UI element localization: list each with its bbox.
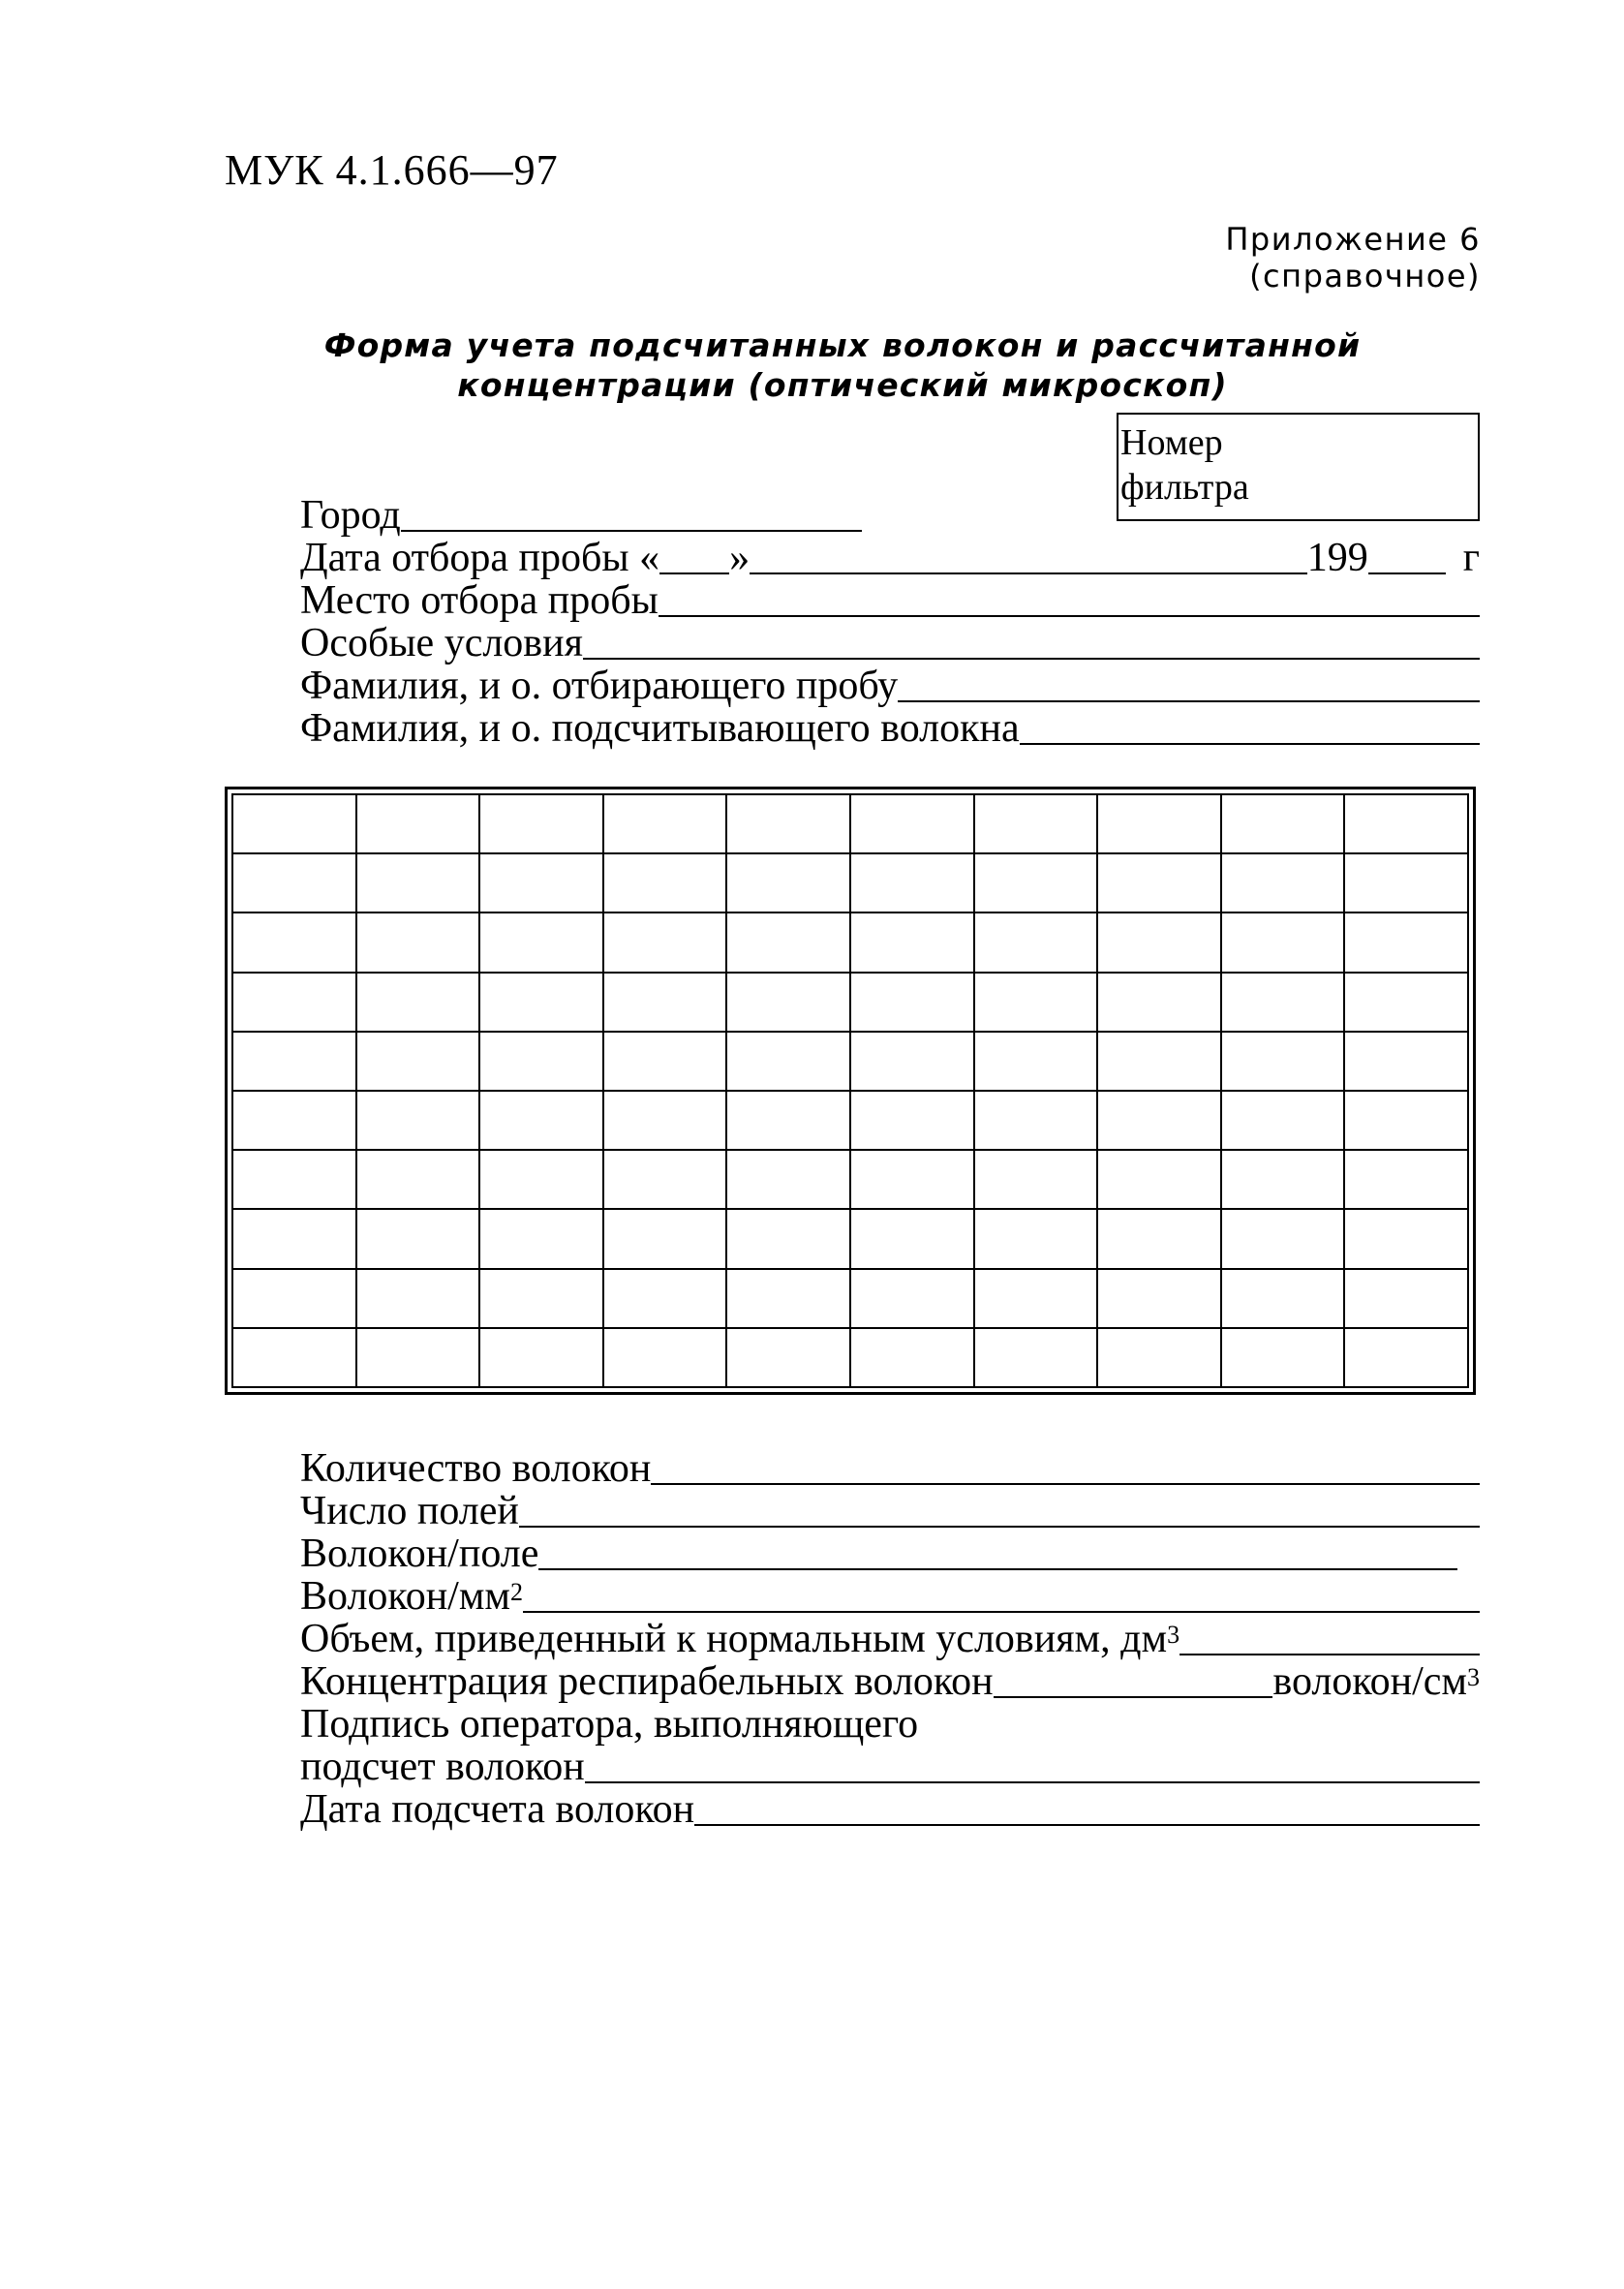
grid-cell[interactable]	[1221, 853, 1345, 913]
grid-cell[interactable]	[974, 1209, 1098, 1268]
city-label: Город	[300, 493, 401, 538]
fiber-count-blank[interactable]	[651, 1483, 1480, 1485]
grid-cell[interactable]	[1344, 913, 1468, 972]
grid-cell[interactable]	[1097, 913, 1221, 972]
grid-cell[interactable]	[232, 1032, 356, 1091]
sampling-date-quote: »	[729, 536, 751, 580]
grid-cell[interactable]	[1097, 794, 1221, 853]
sampler-name-field[interactable]	[300, 665, 1480, 707]
grid-cell[interactable]	[1097, 1032, 1221, 1091]
grid-cell[interactable]	[232, 1091, 356, 1150]
grid-cell[interactable]	[726, 1150, 850, 1209]
grid-cell[interactable]	[726, 913, 850, 972]
grid-cell[interactable]	[356, 1091, 480, 1150]
grid-row	[232, 1269, 1468, 1328]
count-date-field[interactable]	[300, 1788, 1480, 1831]
grid-cell[interactable]	[232, 794, 356, 853]
fibers-per-field-blank[interactable]	[538, 1568, 1457, 1570]
grid-cell[interactable]	[1097, 1150, 1221, 1209]
grid-cell[interactable]	[479, 1269, 603, 1328]
field-count-blank[interactable]	[519, 1526, 1480, 1528]
normalized-volume-field[interactable]	[300, 1618, 1480, 1660]
grid-cell[interactable]	[356, 1209, 480, 1268]
grid-cell[interactable]	[726, 1209, 850, 1268]
grid-cell[interactable]	[603, 1032, 727, 1091]
grid-cell[interactable]	[974, 973, 1098, 1032]
grid-cell[interactable]	[1344, 1269, 1468, 1328]
fiber-count-table	[231, 793, 1469, 1388]
sampling-date-label: Дата отбора пробы «	[300, 536, 660, 580]
grid-cell[interactable]	[974, 913, 1098, 972]
grid-cell[interactable]	[479, 1328, 603, 1387]
filter-box-label-line2: фильтра	[1120, 467, 1249, 508]
grid-cell[interactable]	[232, 913, 356, 972]
grid-cell[interactable]	[356, 1150, 480, 1209]
grid-cell[interactable]	[1344, 1328, 1468, 1387]
grid-row	[232, 1328, 1468, 1387]
grid-cell[interactable]	[479, 973, 603, 1032]
grid-cell[interactable]	[232, 1209, 356, 1268]
special-conditions-label: Особые условия	[300, 621, 583, 665]
fiber-count-label: Количество волокон	[300, 1446, 652, 1491]
grid-cell[interactable]	[1344, 1032, 1468, 1091]
grid-row	[232, 1091, 1468, 1150]
grid-cell[interactable]	[850, 1150, 974, 1209]
grid-cell[interactable]	[479, 1209, 603, 1268]
grid-cell[interactable]	[726, 853, 850, 913]
grid-cell[interactable]	[1097, 1209, 1221, 1268]
sampler-name-blank[interactable]	[898, 700, 1480, 702]
fiber-count-grid	[225, 787, 1476, 1395]
sampling-year-blank[interactable]	[1368, 572, 1446, 574]
grid-cell[interactable]	[356, 794, 480, 853]
grid-cell[interactable]	[1344, 1091, 1468, 1150]
counter-name-blank[interactable]	[1020, 743, 1480, 745]
grid-cell[interactable]	[1097, 1328, 1221, 1387]
operator-signature-blank[interactable]	[585, 1781, 1480, 1783]
grid-cell[interactable]	[479, 794, 603, 853]
grid-cell[interactable]	[356, 1328, 480, 1387]
grid-row	[232, 1209, 1468, 1268]
grid-cell[interactable]	[1221, 1032, 1345, 1091]
grid-cell[interactable]	[232, 853, 356, 913]
grid-cell[interactable]	[1221, 1328, 1345, 1387]
grid-cell[interactable]	[1097, 853, 1221, 913]
concentration-field[interactable]	[300, 1660, 1480, 1703]
grid-cell[interactable]	[603, 1209, 727, 1268]
grid-cell[interactable]	[850, 794, 974, 853]
city-field[interactable]	[300, 494, 862, 537]
appendix-type: (справочное)	[1249, 258, 1481, 294]
grid-cell[interactable]	[479, 1032, 603, 1091]
count-date-label: Дата подсчета волокон	[300, 1787, 695, 1832]
mm2-superscript: 2	[510, 1578, 523, 1606]
grid-cell[interactable]	[850, 1091, 974, 1150]
grid-cell[interactable]	[479, 1091, 603, 1150]
concentration-blank[interactable]	[994, 1696, 1273, 1698]
sampling-date-field[interactable]	[300, 537, 1480, 579]
concentration-label: Концентрация респирабельных волокон	[300, 1659, 994, 1704]
grid-cell[interactable]	[603, 1328, 727, 1387]
grid-cell[interactable]	[1344, 794, 1468, 853]
fibers-per-field-label: Волокон/поле	[300, 1531, 539, 1576]
grid-cell[interactable]	[726, 1328, 850, 1387]
grid-cell[interactable]	[1097, 1091, 1221, 1150]
grid-cell[interactable]	[603, 794, 727, 853]
grid-cell[interactable]	[726, 1032, 850, 1091]
grid-cell[interactable]	[1221, 1150, 1345, 1209]
grid-cell[interactable]	[974, 1091, 1098, 1150]
grid-cell[interactable]	[1344, 1209, 1468, 1268]
grid-cell[interactable]	[850, 1328, 974, 1387]
city-blank[interactable]	[401, 530, 862, 532]
operator-signature-label-line1: Подпись оператора, выполняющего	[300, 1702, 919, 1747]
grid-cell[interactable]	[603, 1269, 727, 1328]
grid-cell[interactable]	[356, 913, 480, 972]
grid-cell[interactable]	[356, 1032, 480, 1091]
grid-cell[interactable]	[974, 853, 1098, 913]
grid-row	[232, 1150, 1468, 1209]
fibers-per-field-field[interactable]	[300, 1532, 1457, 1575]
grid-cell[interactable]	[356, 973, 480, 1032]
grid-cell[interactable]	[974, 1328, 1098, 1387]
grid-cell[interactable]	[850, 913, 974, 972]
grid-row	[232, 1032, 1468, 1091]
fiber-count-field[interactable]	[300, 1447, 1480, 1490]
normalized-volume-label	[300, 1618, 1180, 1660]
grid-cell[interactable]	[232, 973, 356, 1032]
grid-cell[interactable]	[1097, 973, 1221, 1032]
grid-row	[232, 913, 1468, 972]
sampling-day-blank[interactable]	[659, 572, 729, 574]
concentration-unit-text: волокон/см	[1272, 1659, 1467, 1704]
sampling-place-label: Место отбора пробы	[300, 578, 659, 623]
grid-cell[interactable]	[1344, 1150, 1468, 1209]
grid-cell[interactable]	[850, 1209, 974, 1268]
operator-signature-caption	[300, 1703, 1480, 1746]
sampler-name-label: Фамилия, и о. отбирающего пробу	[300, 664, 899, 708]
grid-cell[interactable]	[479, 1150, 603, 1209]
grid-cell[interactable]	[1221, 1269, 1345, 1328]
counter-name-field[interactable]	[300, 707, 1480, 750]
grid-cell[interactable]	[232, 1328, 356, 1387]
sampling-place-field[interactable]	[300, 579, 1480, 622]
field-count-field[interactable]	[300, 1490, 1480, 1532]
grid-cell[interactable]	[850, 973, 974, 1032]
grid-cell[interactable]	[726, 1269, 850, 1328]
concentration-unit	[1272, 1660, 1480, 1703]
filter-number-box[interactable]	[1117, 413, 1480, 521]
grid-cell[interactable]	[479, 853, 603, 913]
grid-cell[interactable]	[1344, 973, 1468, 1032]
grid-cell[interactable]	[603, 973, 727, 1032]
appendix-label	[1225, 221, 1481, 294]
form-title	[291, 325, 1394, 405]
filter-box-label-line1: Номер	[1120, 422, 1223, 463]
form-title-line2: концентрации (оптический микроскоп)	[457, 366, 1228, 404]
grid-cell[interactable]	[974, 794, 1098, 853]
counter-name-label: Фамилия, и о. подсчитывающего волокна	[300, 706, 1020, 751]
fibers-per-mm2-text: Волокон/мм	[300, 1574, 510, 1619]
normalized-volume-text: Объем, приведенный к нормальным условиям, дм	[300, 1617, 1168, 1661]
grid-cell[interactable]	[603, 853, 727, 913]
grid-cell[interactable]	[603, 1150, 727, 1209]
special-conditions-blank[interactable]	[583, 658, 1480, 660]
grid-cell[interactable]	[974, 1269, 1098, 1328]
grid-cell[interactable]	[1221, 1209, 1345, 1268]
count-date-blank[interactable]	[694, 1824, 1480, 1826]
sampling-place-blank[interactable]	[659, 615, 1480, 617]
grid-cell[interactable]	[1344, 853, 1468, 913]
grid-cell[interactable]	[603, 1091, 727, 1150]
operator-signature-label-line2: подсчет волокон	[300, 1745, 585, 1789]
grid-cell[interactable]	[850, 853, 974, 913]
sampling-year-prefix: 199	[1306, 536, 1368, 580]
operator-signature-field[interactable]	[300, 1746, 1480, 1788]
sampling-month-blank[interactable]	[750, 572, 1307, 574]
grid-cell[interactable]	[850, 1269, 974, 1328]
grid-row	[232, 973, 1468, 1032]
form-title-line1: Форма учета подсчитанных волокон и рассчитанной	[323, 326, 1362, 364]
document-code: МУК 4.1.666—97	[225, 146, 559, 194]
cm3-superscript: 3	[1467, 1663, 1480, 1691]
grid-cell[interactable]	[850, 1032, 974, 1091]
fibers-per-mm2-field[interactable]	[300, 1575, 1480, 1618]
grid-cell[interactable]	[1221, 913, 1345, 972]
grid-cell[interactable]	[356, 1269, 480, 1328]
fibers-per-mm2-blank[interactable]	[523, 1611, 1480, 1613]
grid-cell[interactable]	[603, 913, 727, 972]
grid-cell[interactable]	[232, 1150, 356, 1209]
grid-cell[interactable]	[479, 913, 603, 972]
sampling-year-suffix: г	[1462, 536, 1480, 580]
field-count-label: Число полей	[300, 1489, 519, 1533]
grid-cell[interactable]	[726, 1091, 850, 1150]
grid-cell[interactable]	[232, 1269, 356, 1328]
grid-row	[232, 853, 1468, 913]
grid-cell[interactable]	[1221, 973, 1345, 1032]
grid-cell[interactable]	[1097, 1269, 1221, 1328]
appendix-number: Приложение 6	[1225, 221, 1481, 258]
grid-cell[interactable]	[1221, 1091, 1345, 1150]
special-conditions-field[interactable]	[300, 622, 1480, 665]
grid-cell[interactable]	[356, 853, 480, 913]
grid-cell[interactable]	[726, 794, 850, 853]
grid-cell[interactable]	[726, 973, 850, 1032]
normalized-volume-blank[interactable]	[1180, 1654, 1480, 1655]
dm3-superscript: 3	[1167, 1621, 1180, 1649]
grid-cell[interactable]	[974, 1032, 1098, 1091]
fibers-per-mm2-label	[300, 1575, 523, 1618]
grid-cell[interactable]	[974, 1150, 1098, 1209]
grid-cell[interactable]	[1221, 794, 1345, 853]
grid-row	[232, 794, 1468, 853]
